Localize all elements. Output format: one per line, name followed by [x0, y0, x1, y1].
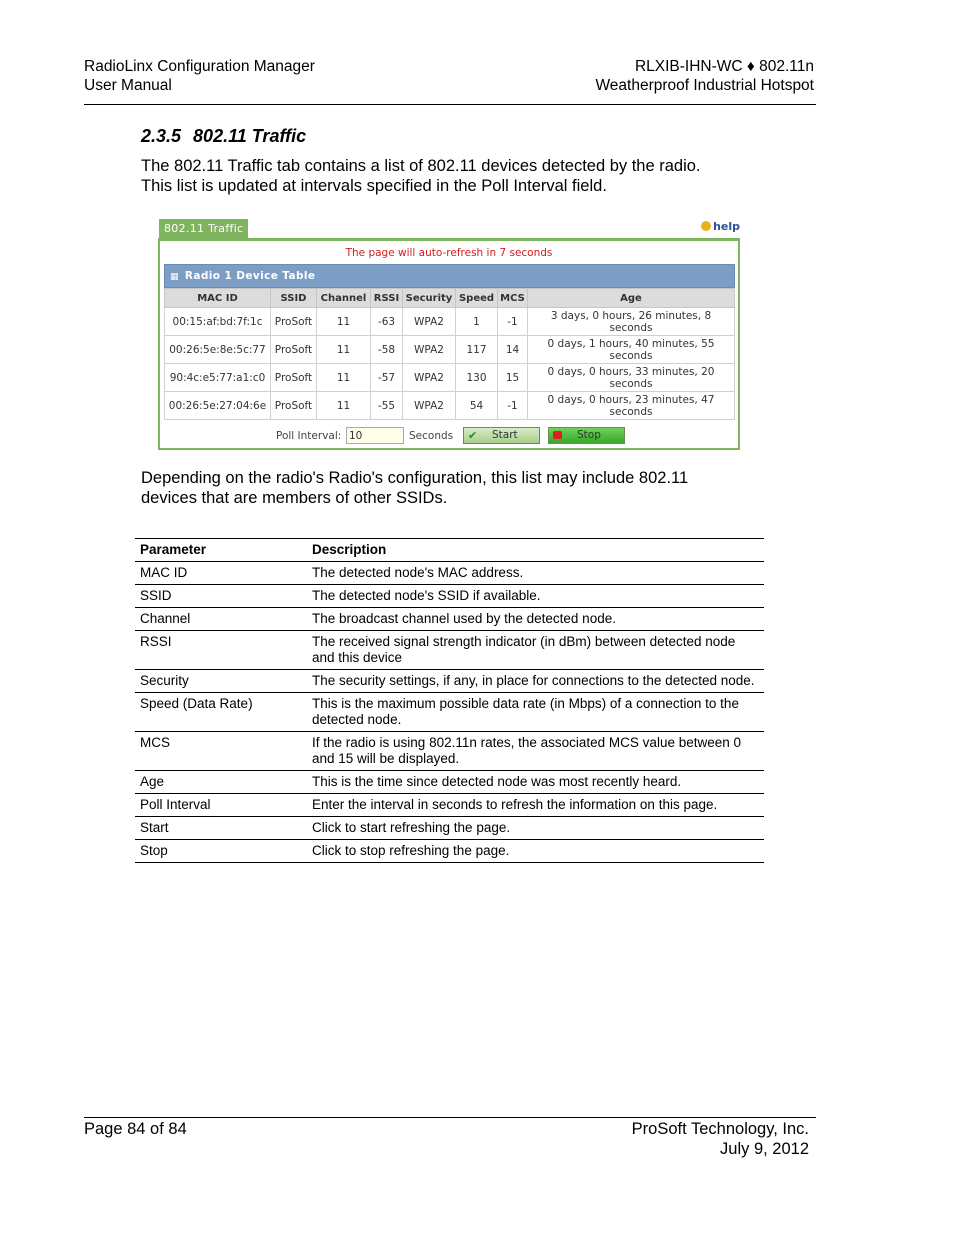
cell-security: WPA2: [403, 308, 456, 336]
header-description: Description: [307, 539, 764, 562]
traffic-panel: [158, 217, 740, 450]
param-desc: The security settings, if any, in place for connections to the detected node.: [307, 670, 764, 693]
ssid-paragraph: [141, 469, 781, 508]
cell-mac: 00:15:af:bd:7f:1c: [165, 308, 271, 336]
poll-interval-label: Poll Interval:: [276, 430, 342, 442]
cell-rssi: -58: [371, 336, 403, 364]
param-desc: The broadcast channel used by the detected node.: [307, 608, 764, 631]
checkmark-icon: ✔: [468, 429, 478, 442]
traffic-frame: [158, 238, 740, 450]
col-age: Age: [528, 289, 735, 308]
cell-channel: 11: [317, 336, 371, 364]
header-description: Weatherproof Industrial Hotspot: [595, 77, 814, 94]
col-mac-id: MAC ID: [165, 289, 271, 308]
header-parameter: Parameter: [135, 539, 307, 562]
col-security: Security: [403, 289, 456, 308]
cell-security: WPA2: [403, 364, 456, 392]
auto-refresh-message: The page will auto-refresh in 7 seconds: [345, 247, 553, 259]
col-ssid: SSID: [271, 289, 317, 308]
header-left: [84, 57, 315, 95]
section-title: [141, 126, 306, 147]
cell-channel: 11: [317, 364, 371, 392]
header-doc-type: User Manual: [84, 77, 172, 94]
cell-rssi: -55: [371, 392, 403, 420]
device-table-columns: [165, 289, 735, 308]
cell-channel: 11: [317, 308, 371, 336]
start-label: Start: [492, 429, 518, 441]
footer-company: ProSoft Technology, Inc.: [631, 1120, 809, 1138]
cell-age: 0 days, 0 hours, 33 minutes, 20 seconds: [528, 364, 735, 392]
cell-security: WPA2: [403, 392, 456, 420]
param-name: MCS: [135, 732, 307, 771]
ssid-line-2: devices that are members of other SSIDs.: [141, 488, 448, 507]
device-table-title: Radio 1 Device Table: [184, 270, 316, 282]
cell-mac: 00:26:5e:27:04:6e: [165, 392, 271, 420]
stop-button[interactable]: [548, 427, 625, 444]
cell-speed: 1: [456, 308, 498, 336]
device-row: [165, 364, 735, 392]
footer-date: July 9, 2012: [720, 1139, 809, 1158]
param-name: Start: [135, 817, 307, 840]
intro-line-1: The 802.11 Traffic tab contains a list of 802.11 devices detected by the radio.: [141, 157, 701, 175]
col-mcs: MCS: [498, 289, 528, 308]
cell-ssid: ProSoft: [271, 392, 317, 420]
cell-speed: 54: [456, 392, 498, 420]
header-product: RadioLinx Configuration Manager: [84, 58, 315, 75]
cell-mcs: -1: [498, 392, 528, 420]
param-name: Poll Interval: [135, 794, 307, 817]
parameter-row: [135, 562, 764, 585]
parameter-row: [135, 693, 764, 732]
start-button[interactable]: [463, 427, 540, 444]
param-desc: The received signal strength indicator (in dBm) between detected node and this device: [307, 631, 764, 670]
param-name: Security: [135, 670, 307, 693]
parameter-table: [135, 538, 764, 863]
section-number: 2.3.5: [141, 126, 182, 146]
cell-mcs: -1: [498, 308, 528, 336]
cell-mac: 00:26:5e:8e:5c:77: [165, 336, 271, 364]
parameter-row: [135, 631, 764, 670]
col-rssi: RSSI: [371, 289, 403, 308]
device-table: [164, 288, 735, 420]
param-name: Age: [135, 771, 307, 794]
param-desc: This is the maximum possible data rate (in Mbps) of a connection to the detected node.: [307, 693, 764, 732]
cell-channel: 11: [317, 392, 371, 420]
parameter-table-header: [135, 539, 764, 562]
cell-security: WPA2: [403, 336, 456, 364]
header-model: RLXIB-IHN-WC ♦ 802.11n: [634, 58, 814, 75]
help-label: help: [713, 220, 740, 233]
param-name: SSID: [135, 585, 307, 608]
help-link[interactable]: [701, 220, 740, 233]
cell-ssid: ProSoft: [271, 308, 317, 336]
param-desc: The detected node's SSID if available.: [307, 585, 764, 608]
seconds-label: Seconds: [409, 430, 454, 442]
intro-line-2: This list is updated at intervals specified in the Poll Interval field.: [141, 176, 607, 195]
param-name: RSSI: [135, 631, 307, 670]
poll-interval-input[interactable]: [346, 427, 404, 444]
cell-age: 0 days, 0 hours, 23 minutes, 47 seconds: [528, 392, 735, 420]
parameter-row: [135, 608, 764, 631]
cell-rssi: -57: [371, 364, 403, 392]
param-name: Channel: [135, 608, 307, 631]
cell-ssid: ProSoft: [271, 336, 317, 364]
param-desc: Click to stop refreshing the page.: [307, 840, 764, 863]
poll-interval-bar: [160, 426, 738, 446]
parameter-row: [135, 585, 764, 608]
cell-speed: 117: [456, 336, 498, 364]
device-table-header: [164, 264, 735, 288]
param-desc: Enter the interval in seconds to refresh the information on this page.: [307, 794, 764, 817]
footer-right: [632, 1120, 809, 1159]
tab-802-11-traffic[interactable]: 802.11 Traffic: [159, 219, 248, 238]
parameter-row: [135, 771, 764, 794]
param-desc: If the radio is using 802.11n rates, the associated MCS value between 0 and 15 will be displayed.: [307, 732, 764, 771]
help-icon: [701, 221, 711, 231]
param-desc: This is the time since detected node was most recently heard.: [307, 771, 764, 794]
device-row: [165, 336, 735, 364]
cell-ssid: ProSoft: [271, 364, 317, 392]
param-name: MAC ID: [135, 562, 307, 585]
cell-mcs: 14: [498, 336, 528, 364]
grid-icon: ▦: [170, 272, 179, 282]
param-name: Stop: [135, 840, 307, 863]
col-speed: Speed: [456, 289, 498, 308]
header-rule: [84, 104, 816, 105]
cell-mac: 90:4c:e5:77:a1:c0: [165, 364, 271, 392]
intro-paragraph: [141, 157, 781, 196]
cell-age: 0 days, 1 hours, 40 minutes, 55 seconds: [528, 336, 735, 364]
cell-speed: 130: [456, 364, 498, 392]
footer-page-number: Page 84 of 84: [84, 1120, 187, 1138]
stop-label: Stop: [577, 429, 601, 441]
device-row: [165, 308, 735, 336]
parameter-row: [135, 670, 764, 693]
header-right: [595, 57, 814, 95]
device-row: [165, 392, 735, 420]
parameter-row: [135, 840, 764, 863]
cell-mcs: 15: [498, 364, 528, 392]
footer-rule: [84, 1117, 816, 1118]
parameter-row: [135, 794, 764, 817]
cell-age: 3 days, 0 hours, 26 minutes, 8 seconds: [528, 308, 735, 336]
parameter-row: [135, 817, 764, 840]
ssid-line-1: Depending on the radio's Radio's configuration, this list may include 802.11: [141, 469, 689, 487]
param-desc: The detected node's MAC address.: [307, 562, 764, 585]
stop-icon: [553, 431, 562, 439]
param-desc: Click to start refreshing the page.: [307, 817, 764, 840]
col-channel: Channel: [317, 289, 371, 308]
param-name: Speed (Data Rate): [135, 693, 307, 732]
parameter-row: [135, 732, 764, 771]
section-heading: 802.11 Traffic: [193, 126, 307, 146]
cell-rssi: -63: [371, 308, 403, 336]
